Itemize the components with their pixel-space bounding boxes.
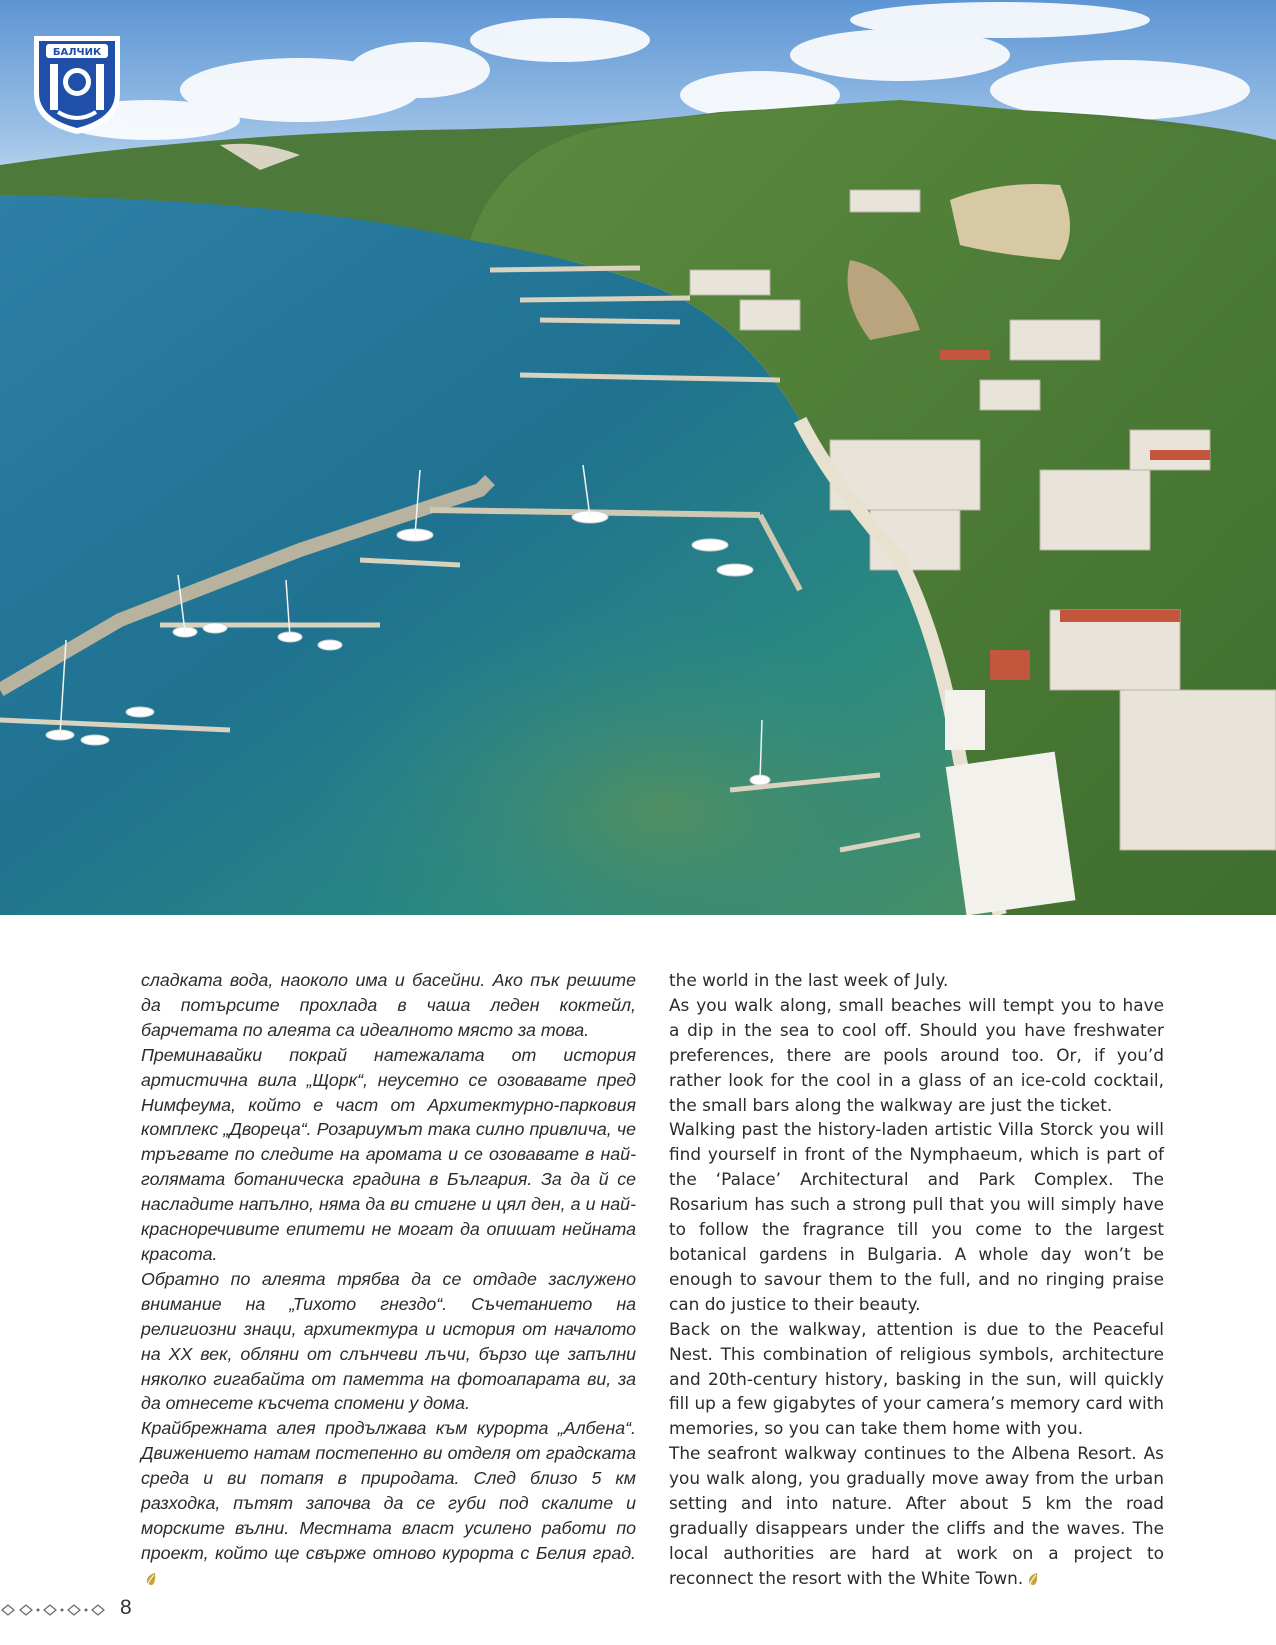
bg-paragraph-4	[141, 1416, 636, 1590]
en-paragraph-5-text: The seafront walkway continues to the Albena Resort. As you walk along, you gradually move away from the urban setting and into nature. After about 5 km the road gradually disappears under the cliffs and the waves. The local authorities are hard at work on a project to reconnect the resort with the White Town.	[669, 1443, 1164, 1588]
en-paragraph-5	[669, 1441, 1164, 1590]
en-paragraph-4: Back on the walkway, attention is due to the Peaceful Nest. This combination of religious symbols, architecture and 20th-century history, basking in the sun, will quickly fill up a few gigabytes of your camera’s memory card with memories, so you can take them home with you.	[669, 1318, 1164, 1439]
folk-ornament-icon	[0, 1602, 112, 1618]
leaf-end-icon	[145, 1572, 158, 1586]
bulgarian-text-column	[141, 968, 636, 1591]
english-text-column	[669, 968, 1164, 1591]
bg-paragraph-4-text: Крайбрежната алея продължава към курорта „Албена“. Движението натам постепенно ви отделя от градската среда и ви потапя в природата. След близо 5 км разходка, пътят започва да се губи под скалите и морските вълни. Местната власт усилено работи по проект, който ще свърже отново курорта с Белия град.	[141, 1418, 636, 1563]
bg-paragraph-2: Преминавайки покрай натежалата от история артистична вила „Щорк“, неусетно се озовавате пред Нимфеума, който е част от Архитектурно-парковия комплекс „Двореца“. Розариумът така силно привлича, че тръгвате по следите на аромата и се озовавате в най-голямата ботаническа градина в България. За да й се насладите напълно, няма да ви стигне и цял ден, а и най-красноречивите епитети не могат да опишат нейната красота.	[141, 1044, 636, 1264]
bg-paragraph-3: Обратно по алеята трябва да се отдаде заслужено внимание на „Тихото гнездо“. Съчетанието на религиозни знаци, архитектура и история от началото на XX век, обляни от слънчеви лъчи, бързо ще запълни няколко гигабайта от паметта на фотоапарата ви, за да отнесете късчета спомени у дома.	[141, 1268, 636, 1414]
en-paragraph-1: the world in the last week of July.	[669, 970, 949, 990]
en-paragraph-2: As you walk along, small beaches will tempt you to have a dip in the sea to cool off. Should you have freshwater preferences, there are pools around too. Or, if you’d rather look for the cool in a glass of an ice-cold cocktail, the small bars along the walkway are just the ticket.	[669, 994, 1164, 1115]
balchik-crest-logo	[28, 28, 126, 136]
crest-text: БАЛЧИК	[52, 47, 102, 58]
en-paragraph-3: Walking past the history-laden artistic Villa Storck you will find yourself in front of the Nymphaeum, which is part of the ‘Palace’ Architectural and Park Complex. The Rosarium has such a strong pull that you will simply have to follow the fragrance till you come to the largest botanical gardens in Bulgaria. A whole day won’t be enough to savour them to the full, and no ringing praise can do justice to their beauty.	[669, 1119, 1164, 1314]
bg-paragraph-1: сладката вода, наоколо има и басейни. Ако пък решите да потърсите прохлада в чаша леден коктейл, барчетата по алеята са идеалното място за това.	[141, 970, 636, 1040]
leaf-end-icon	[1027, 1572, 1040, 1586]
page-number: 8	[120, 1596, 132, 1619]
